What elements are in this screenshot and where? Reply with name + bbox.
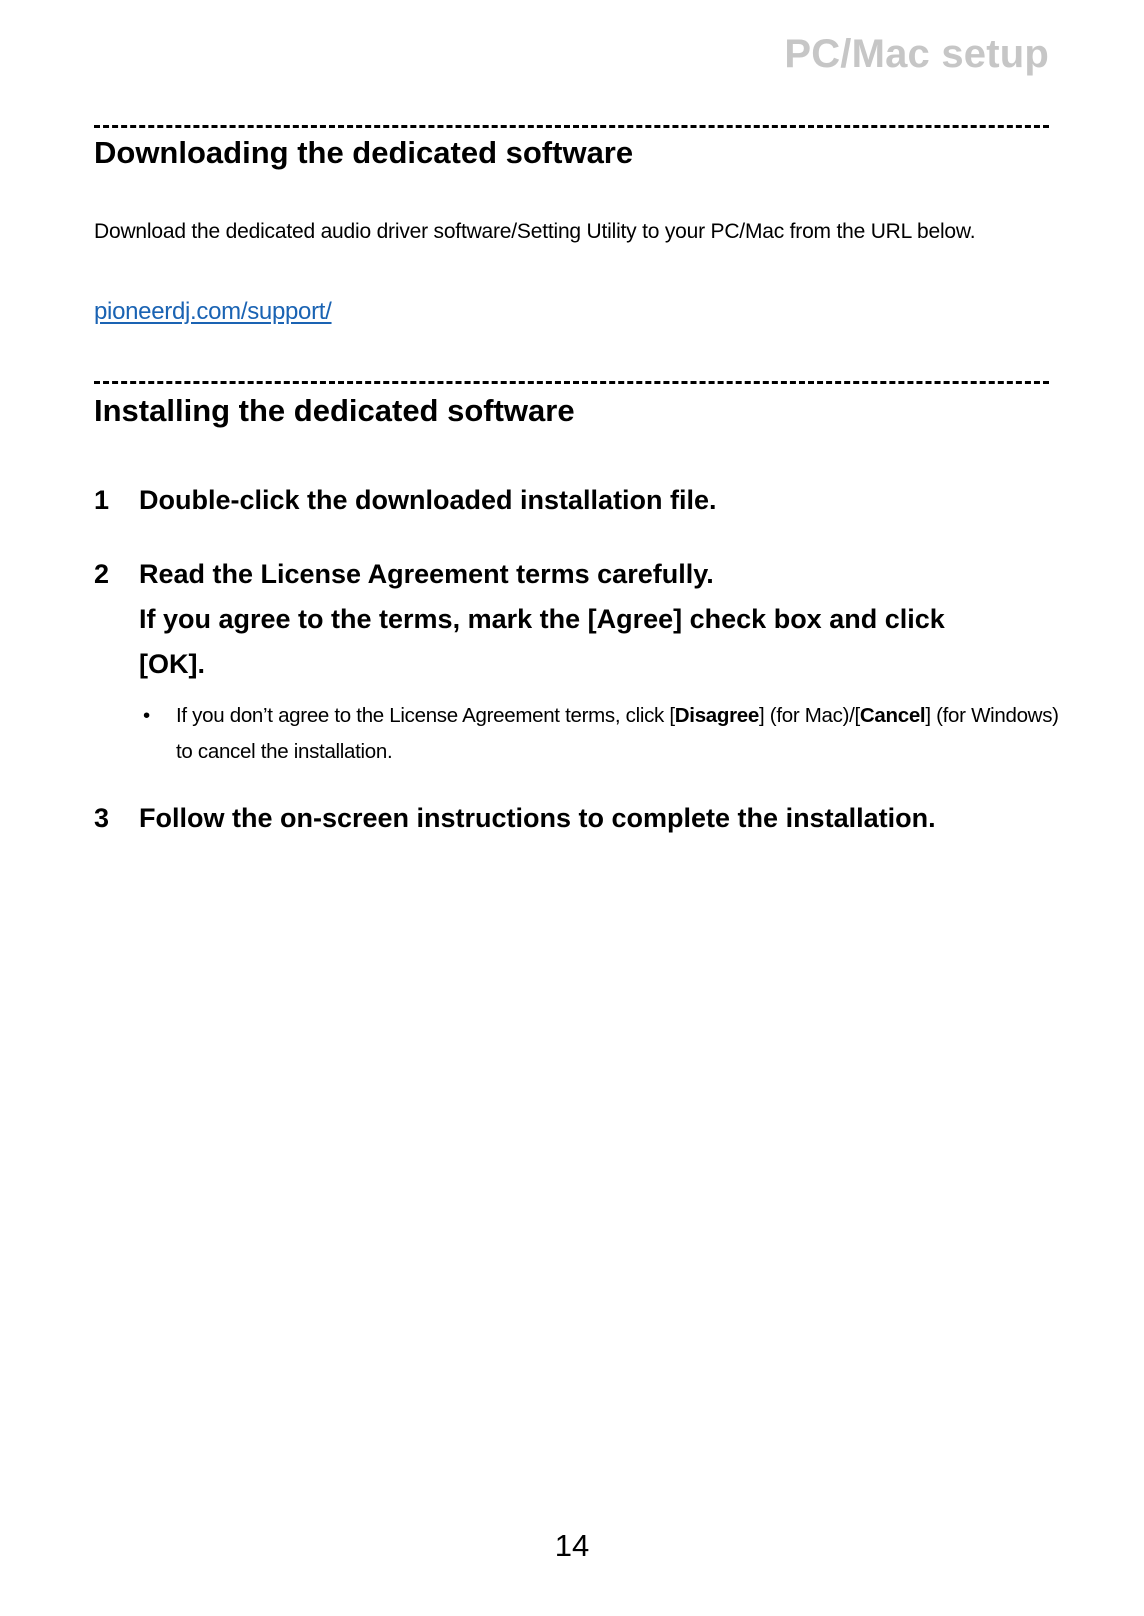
section-divider [94, 381, 1049, 384]
disagree-label: Disagree [674, 704, 760, 727]
step-number: 2 [94, 559, 110, 589]
bullet-mark: • [143, 704, 150, 727]
cancel-note [143, 698, 1063, 770]
install-section-heading: Installing the dedicated software [94, 393, 575, 428]
note-text-part: If you don’t agree to the License Agreement terms, click [ [176, 704, 675, 727]
cancel-label: Cancel [859, 704, 926, 727]
step-number: 1 [94, 485, 110, 515]
step-text [139, 796, 1074, 841]
step-line: Double-click the downloaded installation file. [139, 485, 717, 515]
note-text [176, 698, 1063, 770]
page-number: 14 [554, 1528, 590, 1563]
section-divider [94, 125, 1049, 128]
step-line: Read the License Agreement terms carefully. [139, 559, 714, 589]
step-1 [94, 478, 1074, 523]
step-line: Follow the on-screen instructions to complete the installation. [139, 803, 936, 833]
download-section-heading: Downloading the dedicated software [94, 135, 634, 170]
note-text-part: ] (for Windows) to cancel the installation. [176, 704, 1059, 763]
page-header-title: PC/Mac setup [784, 32, 1049, 76]
step-line: If you agree to the terms, mark the [Agree] check box and click [OK]. [139, 604, 945, 679]
step-text [139, 478, 1074, 523]
step-text [139, 552, 1019, 687]
step-3 [94, 796, 1074, 841]
step-number: 3 [94, 803, 110, 833]
support-link[interactable]: pioneerdj.com/support/ [94, 298, 332, 325]
step-2 [94, 552, 1074, 687]
note-text-part: ] (for Mac)/[ [759, 704, 860, 727]
download-instructions: Download the dedicated audio driver software/Setting Utility to your PC/Mac from the URL below. [94, 220, 976, 243]
